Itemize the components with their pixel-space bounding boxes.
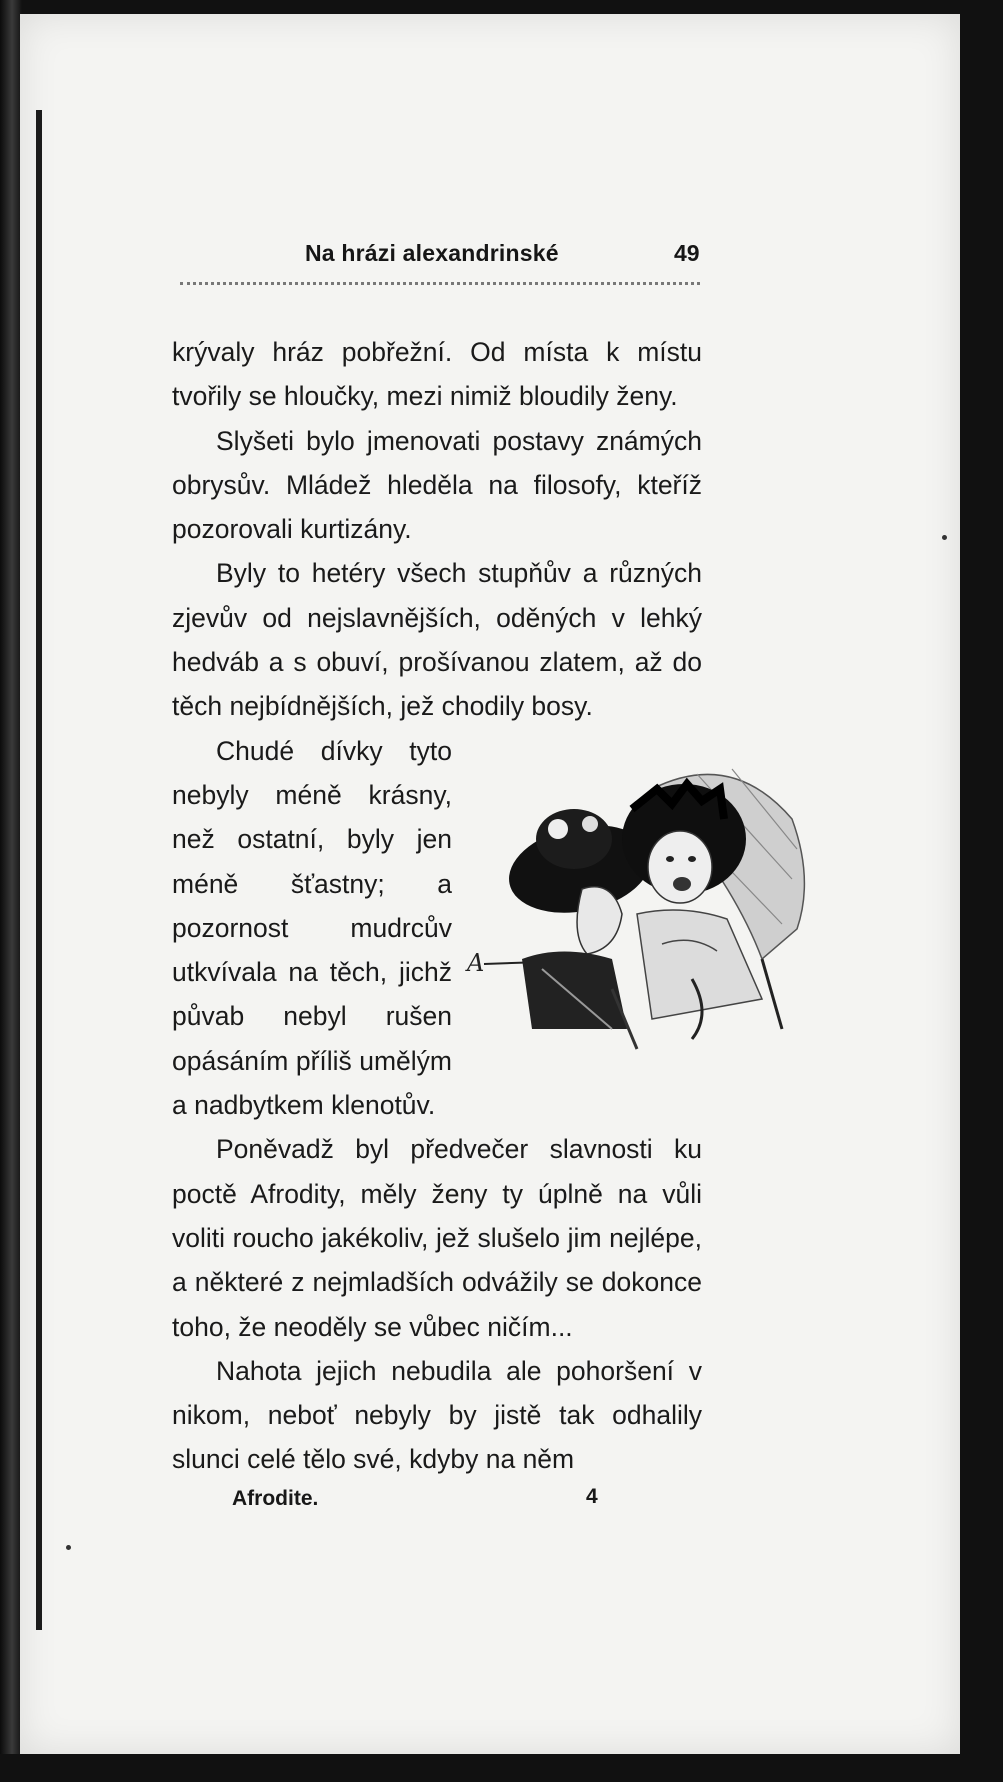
paragraph: Byly to hetéry všech stupňův a různých zjevův od nejslavnějších, oděných v lehký hedváb a s obuví, prošívanou zlatem, až do těch nejbídnějších, jež chodily bosy. xyxy=(172,558,702,722)
printer-signature: Afrodite. xyxy=(232,1487,319,1510)
running-head xyxy=(0,240,1003,272)
two-women-illustration xyxy=(462,729,822,1067)
paragraph: Slyšeti bylo jmenovati postavy známých obrysův. Mládež hleděla na filosofy, kteříž pozorovali kurtizány. xyxy=(172,425,702,545)
two-women-illustration-drawing xyxy=(462,729,822,1067)
body-text xyxy=(172,330,702,1482)
scan-top-edge xyxy=(0,0,1003,14)
page-number: 49 xyxy=(674,240,700,266)
sheet-number: 4 xyxy=(586,1485,598,1508)
scan-speck xyxy=(66,1545,71,1550)
paragraph: Poněvadž byl předvečer slavnosti ku poctě Afrodity, měly ženy ty úplně na vůli voliti roucho jakékoliv, jež slušelo jim nejlépe, a některé z nejmladších odvážily se dokonce toho, že neoděly se vůbec ničím... xyxy=(172,1134,702,1342)
scan-speck xyxy=(942,535,947,540)
page-gutter-shadow xyxy=(36,110,42,1630)
paragraph: Chudé dívky tyto nebyly méně krásny, než ostatní, byly jen méně šťastny; a pozornost mudrcův utkvívala na těch, jichž půvab nebyl rušen opásáním příliš umělým a nadbytkem klenotův. xyxy=(172,735,452,1121)
running-title: Na hrázi alexandrinské xyxy=(305,240,559,266)
scan-bottom-edge xyxy=(0,1754,1003,1782)
artist-signature-mark: A xyxy=(467,948,485,977)
paragraph: krývaly hráz pobřežní. Od místa k místu tvořily se hloučky, mezi nimiž bloudily ženy. xyxy=(172,337,702,412)
header-dotted-rule xyxy=(180,282,700,285)
paragraph: Nahota jejich nebudila ale pohoršení v nikom, neboť nebyly by jistě tak odhalily slunci celé tělo své, kdyby na něm xyxy=(172,1355,702,1475)
